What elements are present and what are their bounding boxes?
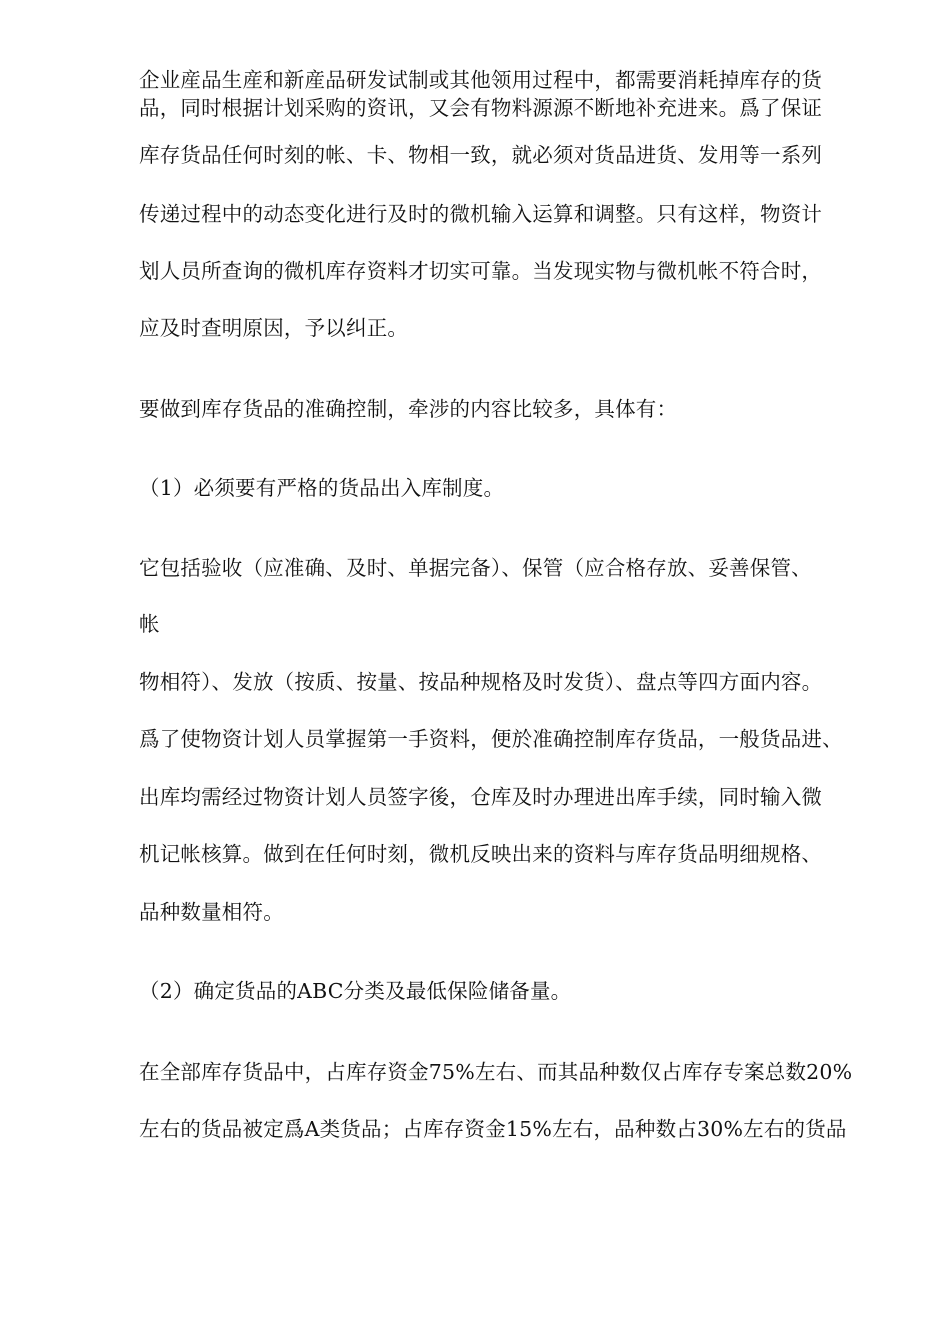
text-line-3: 库存货品任何时刻的帐、卡、物相一致，就必须对货品进货、发用等一系列: [139, 143, 823, 167]
section-heading-1: （1）必须要有严格的货品出入库制度。: [139, 476, 505, 500]
text-line-18: 左右的货品被定爲A类货品；占库存资金15%左右，品种数占30%左右的货品: [139, 1117, 847, 1141]
text-line-12: 爲了使物资计划人员掌握第一手资料，便於准确控制库存货品，一般货品进、: [139, 727, 843, 751]
section-heading-2: （2）确定货品的ABC分类及最低保险储备量。: [139, 979, 572, 1003]
text-line-6: 应及时查明原因，予以纠正。: [139, 316, 409, 340]
text-line-2: 品，同时根据计划采购的资讯，又会有物料源源不断地补充进来。爲了保证: [139, 96, 823, 120]
text-line-15: 品种数量相符。: [139, 900, 284, 924]
text-line-9: 它包括验收（应准确、及时、单据完备）、保管（应合格存放、妥善保管、: [139, 556, 812, 580]
text-line-14: 机记帐核算。做到在任何时刻，微机反映出来的资料与库存货品明细规格、: [139, 842, 823, 866]
text-line-1: 企业産品生産和新産品研发试制或其他领用过程中，都需要消耗掉库存的货: [139, 68, 823, 92]
text-line-17: 在全部库存货品中，占库存资金75%左右、而其品种数仅占库存专案总数20%: [139, 1060, 853, 1084]
text-line-10: 帐: [139, 612, 160, 636]
text-line-11: 物相符）、发放（按质、按量、按品种规格及时发货）、盘点等四方面内容。: [139, 670, 823, 694]
text-line-13: 出库均需经过物资计划人员签字後，仓库及时办理进出库手续，同时输入微: [139, 785, 823, 809]
text-line-7: 要做到库存货品的准确控制，牵涉的内容比较多，具体有：: [139, 397, 678, 421]
text-line-4: 传递过程中的动态变化进行及时的微机输入运算和调整。只有这样，物资计: [139, 202, 823, 226]
text-line-5: 划人员所查询的微机库存资料才切实可靠。当发现实物与微机帐不符合时，: [139, 259, 823, 283]
